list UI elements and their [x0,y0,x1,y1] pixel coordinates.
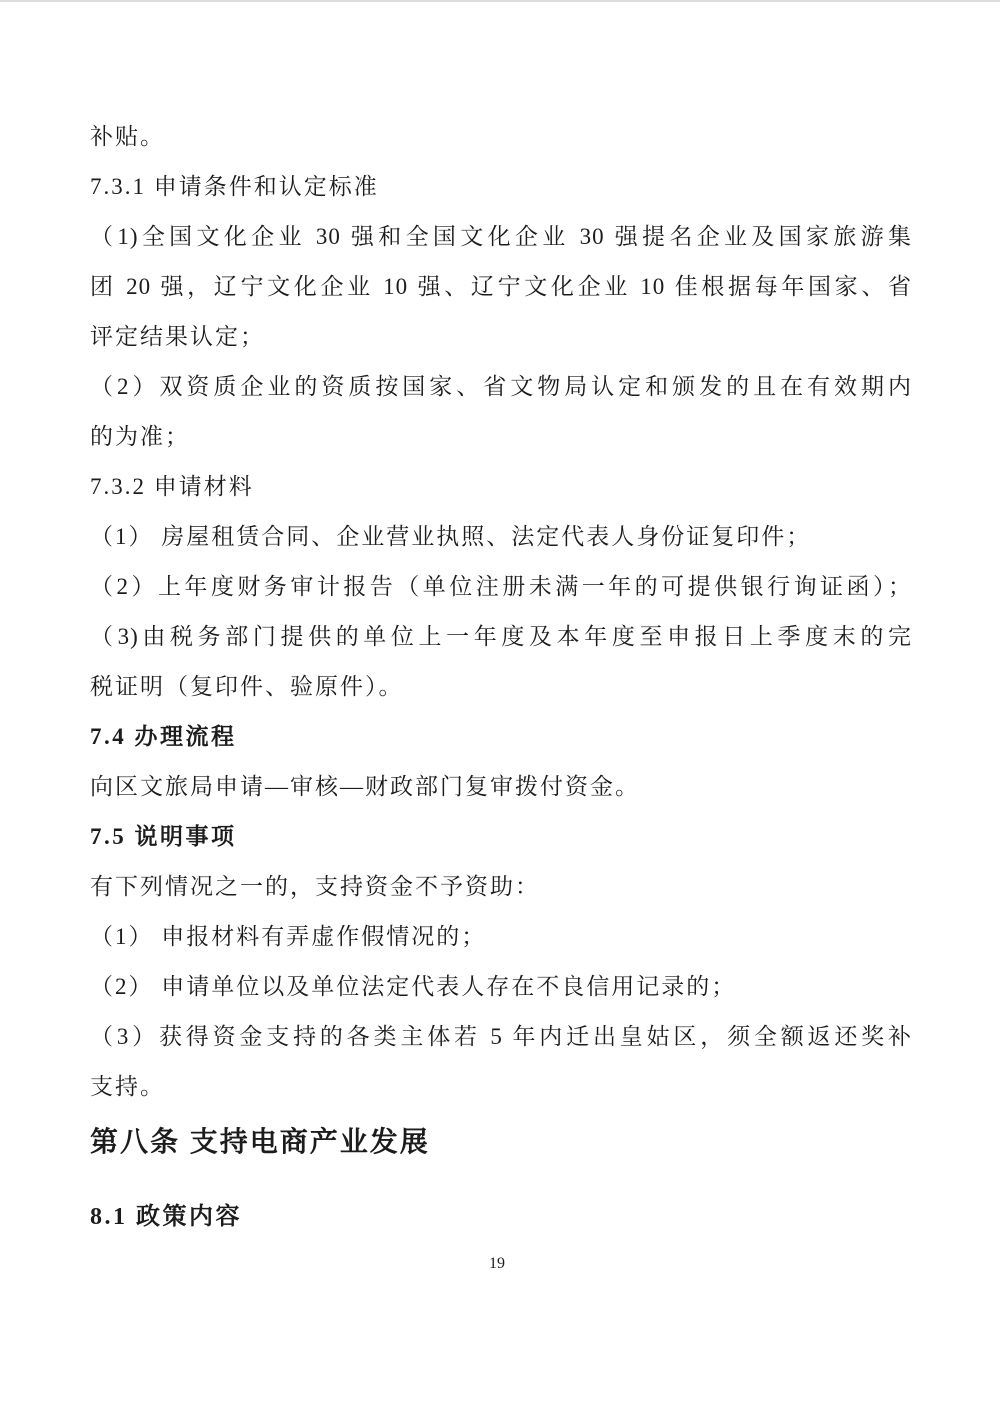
scan-edge-line [0,0,1000,2]
document-body [90,112,912,1242]
paragraph-line: 向区文旅局申请—审核—财政部门复审拨付资金。 [90,774,640,799]
heading-7-4: 7.4 办理流程 [90,724,237,749]
paragraph-line: 支持。 [90,1074,165,1099]
list-item-line: （2）上年度财务审计报告（单位注册未满一年的可提供银行询证函）； [90,574,912,599]
list-item-line: （1） 申报材料有弄虚作假情况的； [90,924,487,949]
heading-7-3-2: 7.3.2 申请材料 [90,474,254,499]
paragraph-line: 评定结果认定； [90,324,265,349]
heading-7-5: 7.5 说明事项 [90,824,237,849]
heading-7-3-1: 7.3.1 申请条件和认定标准 [90,174,379,199]
list-item-line: （2）双资质企业的资质按国家、省文物局认定和颁发的且在有效期内 [90,374,912,399]
paragraph-line: 补贴。 [90,124,165,149]
list-item-line: （1） 房屋租赁合同、企业营业执照、法定代表人身份证复印件； [90,524,812,549]
paragraph-line: 团 20 强，辽宁文化企业 10 强、辽宁文化企业 10 佳根据每年国家、省 [90,274,912,299]
section-8-heading: 第八条 支持电商产业发展 [90,1126,430,1157]
list-item-line: （1)全国文化企业 30 强和全国文化企业 30 强提名企业及国家旅游集 [90,224,912,249]
page-number: 19 [489,1255,505,1272]
paragraph-line: 有下列情况之一的，支持资金不予资助： [90,874,540,899]
paragraph-line: 税证明（复印件、验原件）。 [90,674,404,699]
heading-8-1: 8.1 政策内容 [90,1204,242,1230]
list-item-line: （3)由税务部门提供的单位上一年度及本年度至申报日上季度末的完 [90,624,912,649]
paragraph-line: 的为准； [90,424,190,449]
list-item-line: （2） 申请单位以及单位法定代表人存在不良信用记录的； [90,974,737,999]
list-item-line: （3）获得资金支持的各类主体若 5 年内迁出皇姑区，须全额返还奖补 [90,1024,912,1049]
